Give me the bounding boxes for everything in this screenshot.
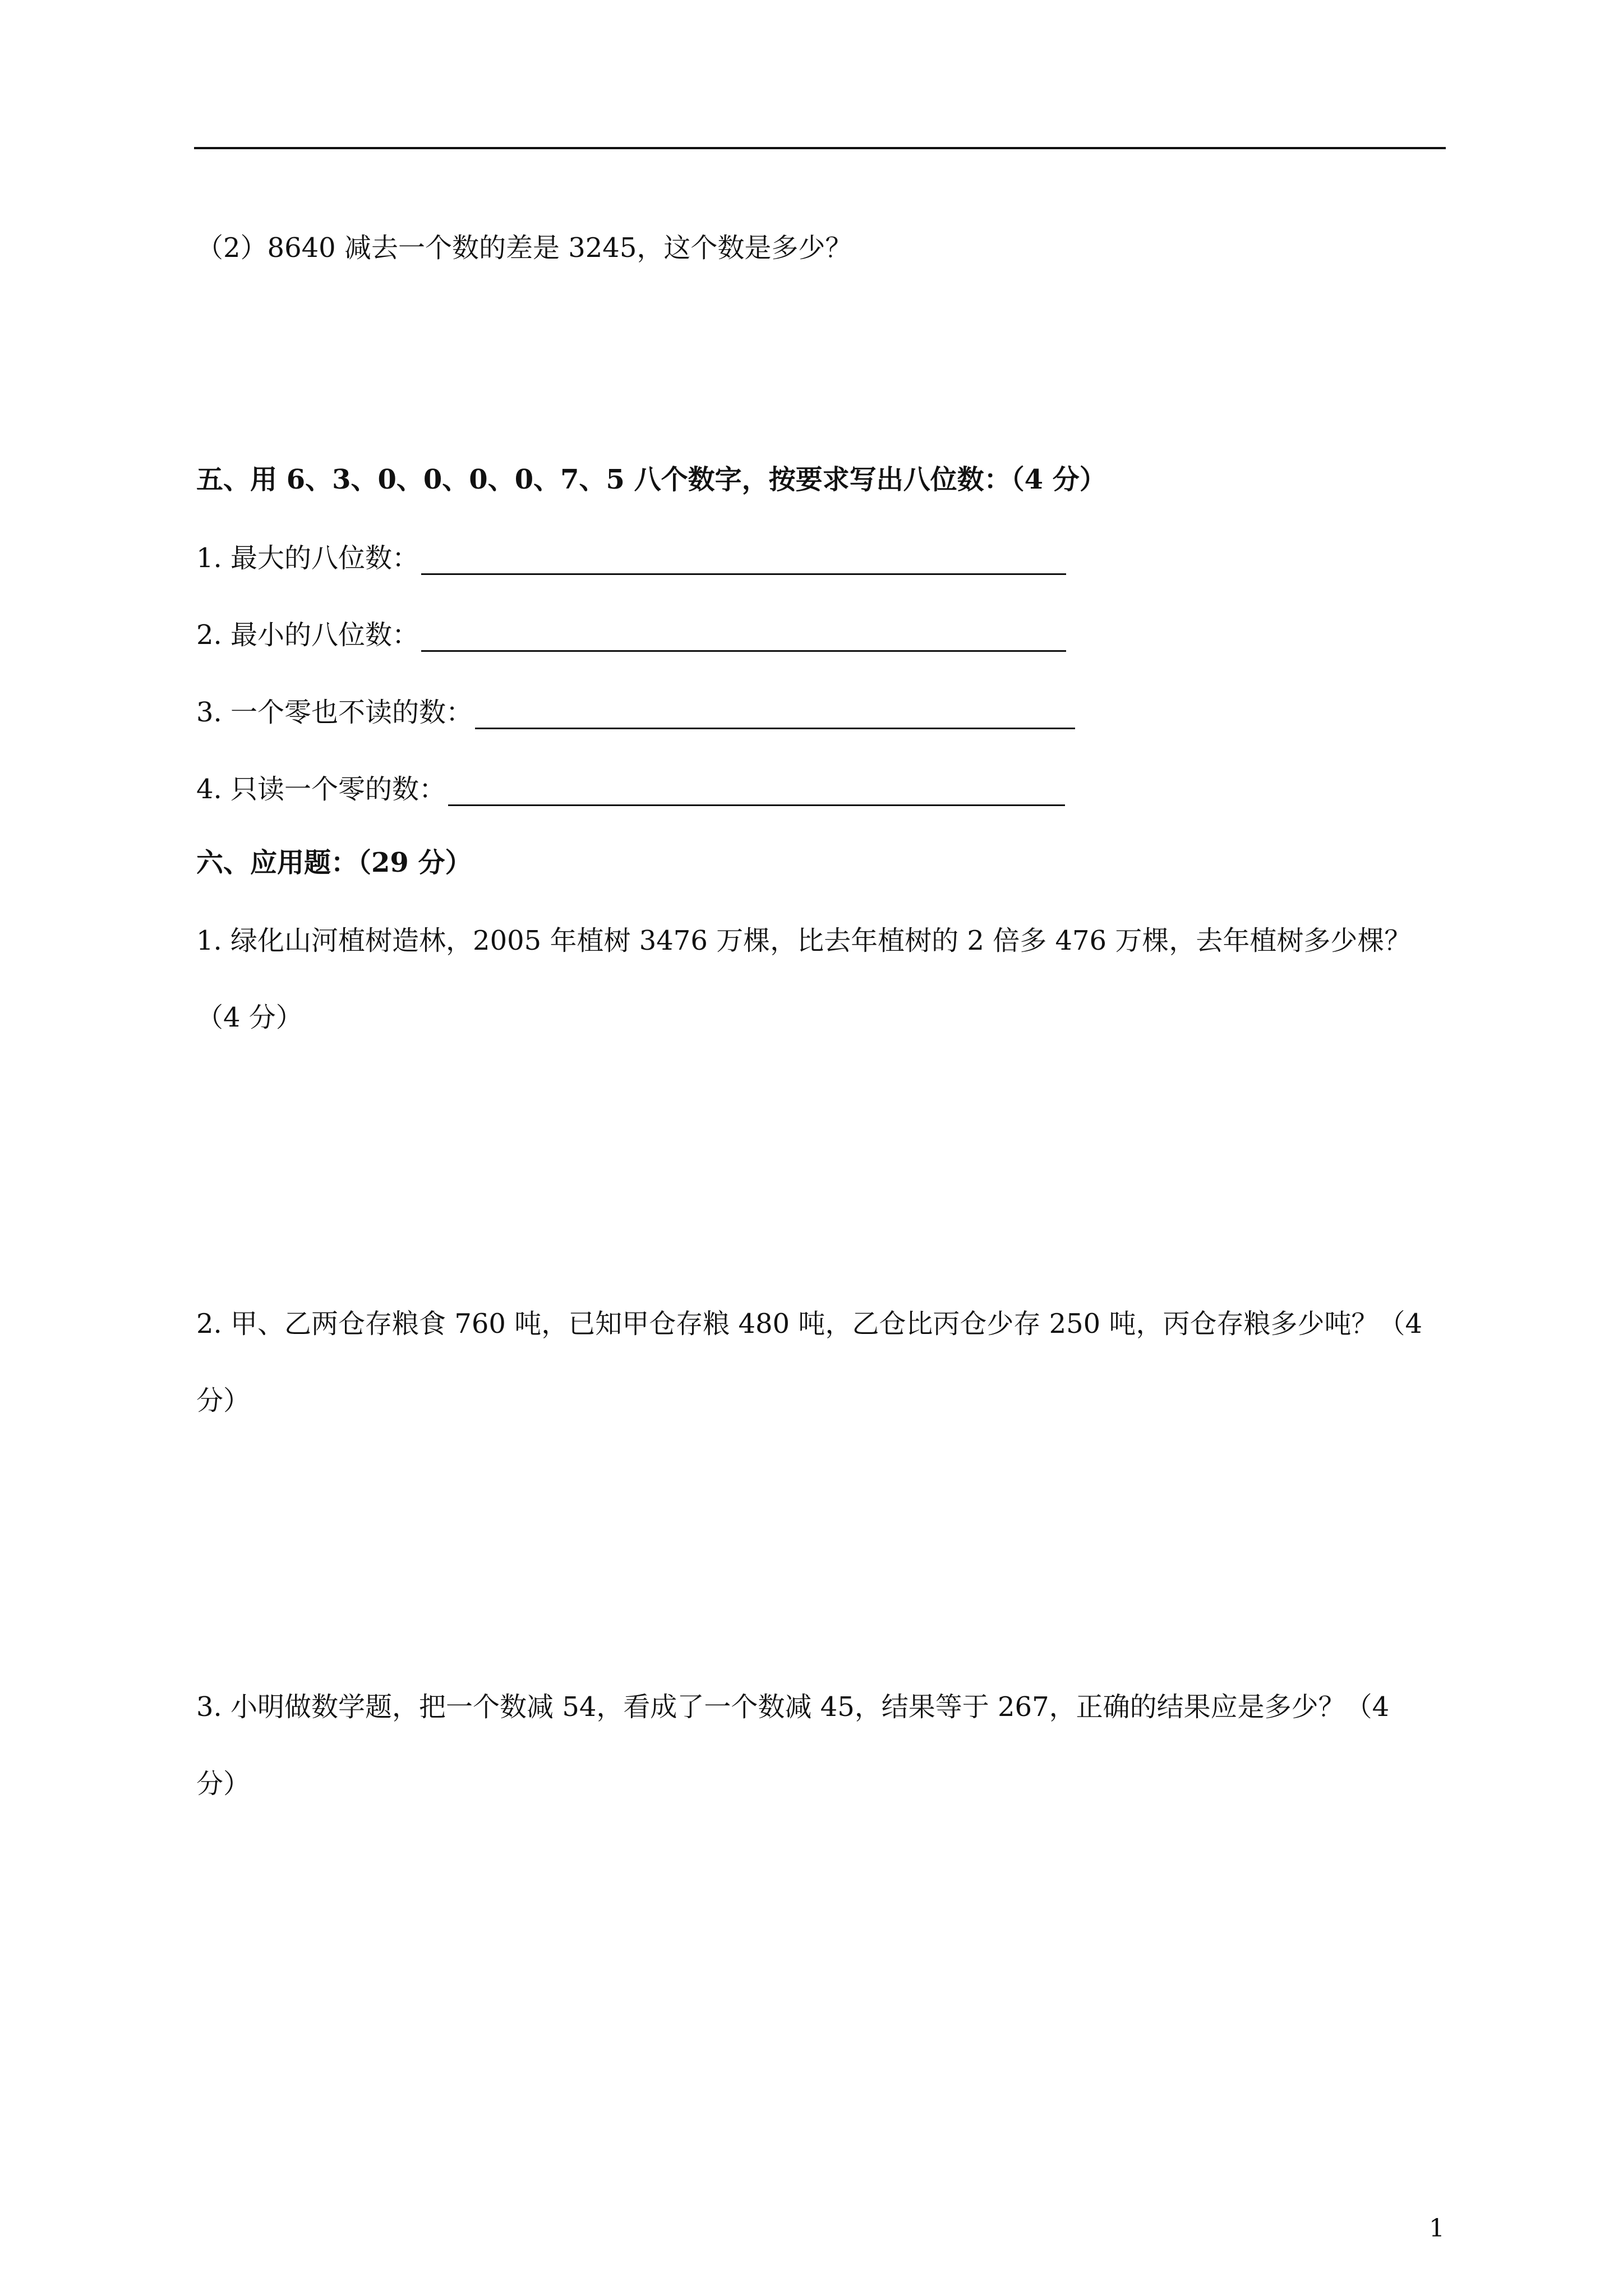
question-4-2: （2）8640 减去一个数的差是 3245，这个数是多少？ bbox=[196, 232, 852, 264]
header-rule bbox=[194, 147, 1446, 149]
section-6-title: 六、应用题：（29 分） bbox=[196, 847, 472, 878]
answer-blank-3[interactable] bbox=[475, 705, 1075, 729]
answer-blank-2[interactable] bbox=[421, 628, 1066, 652]
page-number: 1 bbox=[1429, 2214, 1445, 2243]
section-5-item-4-label: 4. 只读一个零的数： bbox=[196, 774, 446, 805]
section-5-item-3 bbox=[196, 696, 1075, 729]
section-5-item-1-label: 1. 最大的八位数： bbox=[196, 542, 419, 574]
section-5-item-1 bbox=[196, 541, 1066, 575]
section-5-item-3-label: 3. 一个零也不读的数： bbox=[196, 697, 473, 728]
section-5-title: 五、用 6、3、0、0、0、0、7、5 八个数字，按要求写出八位数：（4 分） bbox=[196, 464, 1106, 495]
section-5-item-4 bbox=[196, 772, 1065, 806]
section-6-q3-line1: 3. 小明做数学题，把一个数减 54，看成了一个数减 45，结果等于 267，正确的结果应是多少？（4 bbox=[196, 1691, 1390, 1723]
section-6-q1-line2: （4 分） bbox=[196, 1002, 303, 1033]
answer-blank-4[interactable] bbox=[448, 782, 1065, 806]
section-6-q2-line1: 2. 甲、乙两仓存粮食 760 吨，已知甲仓存粮 480 吨，乙仓比丙仓少存 250 吨，丙仓存粮多少吨？（4 bbox=[196, 1308, 1422, 1340]
section-6-q1-line1: 1. 绿化山河植树造林，2005 年植树 3476 万棵，比去年植树的 2 倍多 476 万棵，去年植树多少棵？ bbox=[196, 925, 1412, 956]
answer-blank-1[interactable] bbox=[421, 551, 1066, 575]
section-5-item-2-label: 2. 最小的八位数： bbox=[196, 619, 419, 651]
section-5-item-2 bbox=[196, 618, 1066, 652]
section-6-q2-line2: 分） bbox=[196, 1385, 251, 1416]
section-6-q3-line2: 分） bbox=[196, 1768, 251, 1800]
